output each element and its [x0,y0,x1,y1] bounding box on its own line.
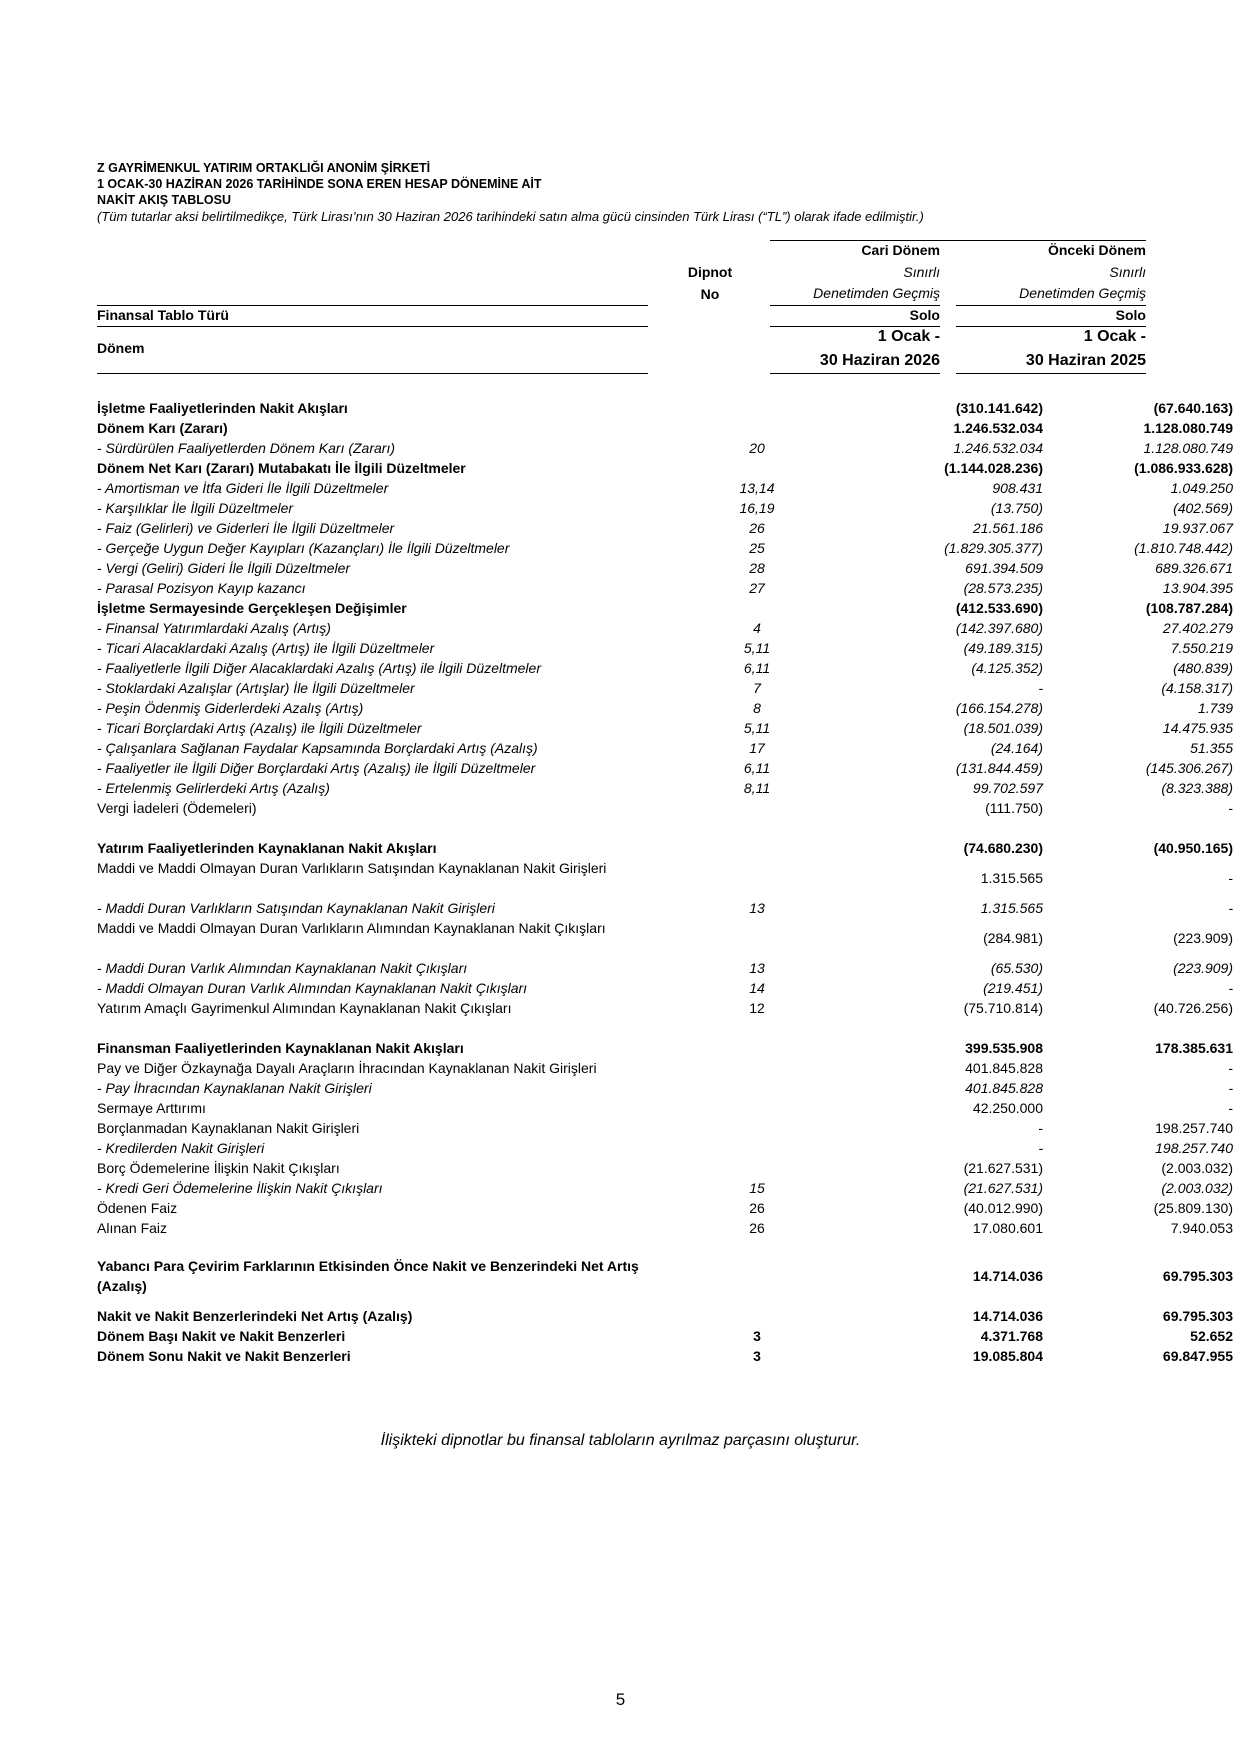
current-rule-3 [770,373,940,374]
row-note-ref: 6,11 [743,760,771,776]
row-label: - Finansal Yatırımlardaki Azalış (Artış) [97,620,331,636]
row-current-value: 1.315.565 [980,900,1043,916]
row-note-ref: 26 [749,520,765,536]
row-current-value: (40.012.990) [963,1200,1043,1216]
row-current-value: - [1038,1120,1043,1136]
row-label: Sermaye Arttırımı [97,1100,206,1116]
period-title: 1 OCAK-30 HAZİRAN 2026 TARİHİNDE SONA EREN HESAP DÖNEMİNE AİT [97,177,542,191]
row-label: Vergi İadeleri (Ödemeleri) [97,800,257,816]
table-row [97,478,1233,498]
row-note-ref: 5,11 [743,720,771,736]
table-row [97,518,1233,538]
row-previous-value: 51.355 [1190,740,1233,756]
row-label: - Ertelenmiş Gelirlerdeki Artış (Azalış) [97,780,330,796]
row-current-value: (74.680.230) [963,840,1043,856]
footer-note: İlişikteki dipnotlar bu finansal tabloların ayrılmaz parçasını oluşturur. [380,1432,861,1449]
row-label: Dönem Karı (Zararı) [97,420,228,436]
row-note-ref: 6,11 [743,660,771,676]
row-previous-value: (223.909) [1173,960,1233,976]
row-note-ref: 28 [749,560,765,576]
row-previous-value: (40.726.256) [1153,1000,1233,1016]
table-row [97,698,1233,718]
row-current-value: 14.714.036 [972,1268,1043,1284]
row-current-value: (1.829.305.377) [944,540,1043,556]
company-name: Z GAYRİMENKUL YATIRIM ORTAKLIĞI ANONİM ŞİRKETİ [97,161,431,175]
row-current-value: 399.535.908 [965,1040,1043,1056]
table-row [97,458,1233,478]
row-current-value: (21.627.531) [963,1180,1043,1196]
row-label: İşletme Sermayesinde Gerçekleşen Değişimler [97,600,407,616]
row-label: Yatırım Faaliyetlerinden Kaynaklanan Nakit Akışları [97,840,437,856]
row-previous-value: 69.795.303 [1162,1308,1233,1324]
table-row [97,1306,1233,1326]
row-previous-value: 7.550.219 [1170,640,1233,656]
row-current-value: 691.394.509 [965,560,1043,576]
statement-title: NAKİT AKIŞ TABLOSU [97,193,232,207]
row-label: Maddi ve Maddi Olmayan Duran Varlıkların Satışından Kaynaklanan Nakit Girişleri [97,860,607,876]
row-label: Alınan Faiz [97,1220,168,1236]
row-note-ref: 14 [749,980,765,996]
table-row [97,1078,1233,1098]
row-previous-value: (67.640.163) [1153,400,1233,416]
previous-table-type: Solo [1115,307,1146,323]
table-row [97,638,1233,658]
row-previous-value: - [1228,1060,1233,1076]
current-audit-line2: Denetimden Geçmiş [813,285,940,301]
current-rule-1 [770,305,940,306]
row-previous-value: 198.257.740 [1155,1140,1233,1156]
table-row [97,618,1233,638]
row-current-value: 42.250.000 [972,1100,1043,1116]
row-previous-value: 69.795.303 [1162,1268,1233,1284]
row-previous-value: 14.475.935 [1162,720,1233,736]
table-row [97,398,1233,418]
row-label: - Faaliyetler ile İlgili Diğer Borçlardaki Artış (Azalış) ile İlgili Düzeltmeler [97,760,536,776]
row-note-ref: 8,11 [743,780,771,796]
table-row [97,1098,1233,1118]
row-previous-value: 1.128.080.749 [1143,440,1233,456]
row-label: Finansman Faaliyetlerinden Kaynaklanan Nakit Akışları [97,1040,464,1056]
row-current-value: 1.315.565 [980,870,1043,886]
table-row [97,898,1233,918]
current-period-label: Cari Dönem [861,242,940,258]
row-note-ref: 12 [749,1000,765,1016]
row-current-value: (1.144.028.236) [944,460,1043,476]
row-previous-value: - [1228,980,1233,996]
row-previous-value: (1.086.933.628) [1134,460,1233,476]
current-table-type: Solo [909,307,940,323]
row-label: - Faaliyetlerle İlgili Diğer Alacaklardaki Azalış (Artış) ile İlgili Düzeltmeler [97,660,541,676]
header-top-rule [770,240,1146,241]
row-note-ref: 4 [753,620,761,636]
row-note-ref: 26 [749,1200,765,1216]
row-note-ref: 27 [749,580,765,596]
row-current-value: (166.154.278) [955,700,1043,716]
table-row [97,1158,1233,1178]
row-label: Pay ve Diğer Özkaynağa Dayalı Araçların İhracından Kaynaklanan Nakit Girişleri [97,1060,597,1076]
table-row [97,838,1233,858]
document-header [97,160,1147,225]
row-previous-value: - [1228,900,1233,916]
row-note-ref: 16,19 [739,500,775,516]
row-label: - Amortisman ve İtfa Gideri İle İlgili Düzeltmeler [97,480,389,496]
row-current-value: - [1038,1140,1043,1156]
row-label: Yatırım Amaçlı Gayrimenkul Alımından Kaynaklanan Nakit Çıkışları [97,1000,512,1016]
row-current-value: 1.246.532.034 [953,420,1043,436]
table-row [97,858,1233,898]
table-row [97,558,1233,578]
row-label: - Kredi Geri Ödemelerine İlişkin Nakit Çıkışları [97,1180,383,1196]
table-row [97,1118,1233,1138]
note-column-header-2: No [700,286,720,302]
table-row [97,438,1233,458]
row-previous-value: 1.128.080.749 [1143,420,1233,436]
row-current-value: (49.189.315) [963,640,1043,656]
row-current-value: (131.844.459) [955,760,1043,776]
row-current-value: (4.125.352) [971,660,1043,676]
row-previous-value: 1.739 [1197,700,1233,716]
row-previous-value: - [1228,1100,1233,1116]
row-label: - Ticari Borçlardaki Artış (Azalış) ile İlgili Düzeltmeler [97,720,422,736]
table-row [97,738,1233,758]
table-row [97,998,1233,1018]
previous-period-start: 1 Ocak - [1083,328,1146,345]
row-label: - Sürdürülen Faaliyetlerden Dönem Karı (Zararı) [97,440,396,456]
row-label: - Ticari Alacaklardaki Azalış (Artış) ile İlgili Düzeltmeler [97,640,435,656]
row-note-ref: 26 [749,1220,765,1236]
label-rule-2 [97,326,648,327]
row-label: Dönem Net Karı (Zararı) Mutabakatı İle İlgili Düzeltmeler [97,460,466,476]
row-current-value: (75.710.814) [963,1000,1043,1016]
row-note-ref: 3 [753,1348,761,1364]
table-row [97,1038,1233,1058]
row-label: - Gerçeğe Uygun Değer Kayıpları (Kazançları) İle İlgili Düzeltmeler [97,540,510,556]
row-label: Dönem Başı Nakit ve Nakit Benzerleri [97,1328,346,1344]
row-label: - Maddi Duran Varlıkların Satışından Kaynaklanan Nakit Girişleri [97,900,495,916]
current-audit-line1: Sınırlı [903,264,940,280]
row-current-value: 17.080.601 [972,1220,1043,1236]
row-note-ref: 13,14 [739,480,775,496]
table-row [97,778,1233,798]
row-previous-value: - [1228,1080,1233,1096]
table-row [97,1326,1233,1346]
row-label: Borçlanmadan Kaynaklanan Nakit Girişleri [97,1120,360,1136]
row-previous-value: (4.158.317) [1161,680,1233,696]
row-current-value: 99.702.597 [972,780,1043,796]
row-current-value: - [1038,680,1043,696]
row-current-value: 1.246.532.034 [953,440,1043,456]
row-note-ref: 25 [749,540,765,556]
table-row [97,1138,1233,1158]
table-row [97,1256,1233,1296]
row-current-value: (21.627.531) [963,1160,1043,1176]
table-row [97,1178,1233,1198]
row-previous-value: 7.940.053 [1170,1220,1233,1236]
table-row [97,418,1233,438]
row-label: - Peşin Ödenmiş Giderlerdeki Azalış (Artış) [97,700,364,716]
row-label: - Maddi Olmayan Duran Varlık Alımından Kaynaklanan Nakit Çıkışları [97,980,528,996]
row-current-value: (13.750) [990,500,1043,516]
row-previous-value: (2.003.032) [1161,1160,1233,1176]
row-previous-value: (108.787.284) [1145,600,1233,616]
period-row-label: Dönem [97,340,145,356]
row-current-value: 4.371.768 [980,1328,1043,1344]
row-previous-value: 52.652 [1190,1328,1233,1344]
row-current-value: (65.530) [990,960,1043,976]
row-current-value: (219.451) [983,980,1043,996]
row-current-value: (18.501.039) [963,720,1043,736]
table-row [97,598,1233,618]
row-previous-value: (145.306.267) [1145,760,1233,776]
table-row [97,718,1233,738]
current-period-end: 30 Haziran 2026 [819,352,940,369]
row-label: Dönem Sonu Nakit ve Nakit Benzerleri [97,1348,351,1364]
table-row [97,1198,1233,1218]
row-note-ref: 13 [749,960,765,976]
row-previous-value: (480.839) [1173,660,1233,676]
previous-audit-line2: Denetimden Geçmiş [1019,285,1146,301]
table-row [97,538,1233,558]
row-previous-value: 69.847.955 [1162,1348,1233,1364]
row-previous-value: (402.569) [1173,500,1233,516]
row-label: - Parasal Pozisyon Kayıp kazancı [97,580,306,596]
row-label: Borç Ödemelerine İlişkin Nakit Çıkışları [97,1160,340,1176]
row-label: - Vergi (Geliri) Gideri İle İlgili Düzeltmeler [97,560,351,576]
row-previous-value: 27.402.279 [1162,620,1233,636]
previous-rule-1 [956,305,1146,306]
row-label: Nakit ve Nakit Benzerlerindeki Net Artış (Azalış) [97,1308,413,1324]
label-rule-3 [97,373,648,374]
previous-audit-line1: Sınırlı [1109,264,1146,280]
row-current-value: (412.533.690) [955,600,1043,616]
row-previous-value: (8.323.388) [1161,780,1233,796]
current-rule-2 [770,326,940,327]
table-row [97,1218,1233,1238]
previous-rule-2 [956,326,1146,327]
row-note-ref: 20 [749,440,765,456]
page-number: 5 [615,1690,626,1709]
row-current-value: (142.397.680) [955,620,1043,636]
row-current-value: 401.845.828 [965,1060,1043,1076]
row-previous-value: - [1228,800,1233,816]
row-previous-value: 178.385.631 [1155,1040,1233,1056]
current-period-start: 1 Ocak - [877,328,940,345]
row-note-ref: 7 [753,680,761,696]
label-rule-1 [97,305,648,306]
row-current-value: (310.141.642) [955,400,1043,416]
row-note-ref: 17 [749,740,765,756]
row-previous-value: - [1228,870,1233,886]
previous-period-label: Önceki Dönem [1047,242,1146,258]
row-note-ref: 15 [749,1180,765,1196]
row-previous-value: (25.809.130) [1153,1200,1233,1216]
row-previous-value: (40.950.165) [1153,840,1233,856]
row-current-value: (284.981) [983,930,1043,946]
row-label: Maddi ve Maddi Olmayan Duran Varlıkların Alımından Kaynaklanan Nakit Çıkışları [97,920,606,936]
row-current-value: 19.085.804 [972,1348,1043,1364]
row-label: - Çalışanlara Sağlanan Faydalar Kapsamında Borçlardaki Artış (Azalış) [97,740,538,756]
row-current-value: 401.845.828 [965,1080,1043,1096]
row-label: - Pay İhracından Kaynaklanan Nakit Girişleri [97,1080,372,1096]
note-column-header-1: Dipnot [687,264,733,280]
row-current-value: (24.164) [990,740,1043,756]
row-label: Yabancı Para Çevirim Farklarının Etkisinden Önce Nakit ve Benzerindeki Net Artış (Azalış) [97,1258,639,1294]
table-row [97,1058,1233,1078]
table-row [97,658,1233,678]
table-type-label: Finansal Tablo Türü [97,307,229,323]
row-current-value: 21.561.186 [972,520,1043,536]
table-row [97,578,1233,598]
row-previous-value: 198.257.740 [1155,1120,1233,1136]
table-row [97,918,1233,958]
row-label: Ödenen Faiz [97,1200,178,1216]
row-note-ref: 5,11 [743,640,771,656]
row-label: - Stoklardaki Azalışlar (Artışlar) İle İlgili Düzeltmeler [97,680,415,696]
table-row [97,498,1233,518]
row-previous-value: (2.003.032) [1161,1180,1233,1196]
table-row [97,678,1233,698]
row-previous-value: 1.049.250 [1170,480,1233,496]
row-note-ref: 8 [753,700,761,716]
row-note-ref: 13 [749,900,765,916]
row-current-value: 908.431 [992,480,1043,496]
row-label: - Kredilerden Nakit Girişleri [97,1140,265,1156]
row-note-ref: 3 [753,1328,761,1344]
table-row [97,798,1233,818]
table-row [97,958,1233,978]
row-label: - Maddi Duran Varlık Alımından Kaynaklanan Nakit Çıkışları [97,960,468,976]
table-row [97,1346,1233,1366]
row-previous-value: (223.909) [1173,930,1233,946]
currency-note: (Tüm tutarlar aksi belirtilmedikçe, Türk Lirası’nın 30 Haziran 2026 tarihindeki satın alma gücü cinsinden Türk Lirası (“TL”) olarak ifade edilmiştir.) [97,209,924,224]
table-row [97,758,1233,778]
row-label: - Karşılıklar İle İlgili Düzeltmeler [97,500,294,516]
previous-rule-3 [956,373,1146,374]
table-row [97,978,1233,998]
row-previous-value: 19.937.067 [1162,520,1233,536]
previous-period-end: 30 Haziran 2025 [1025,352,1146,369]
row-label: İşletme Faaliyetlerinden Nakit Akışları [97,400,348,416]
row-label: - Faiz (Gelirleri) ve Giderleri İle İlgili Düzeltmeler [97,520,395,536]
row-previous-value: 689.326.671 [1155,560,1233,576]
row-previous-value: (1.810.748.442) [1134,540,1233,556]
row-current-value: (28.573.235) [963,580,1043,596]
row-current-value: (111.750) [985,800,1043,816]
row-previous-value: 13.904.395 [1162,580,1233,596]
row-current-value: 14.714.036 [972,1308,1043,1324]
